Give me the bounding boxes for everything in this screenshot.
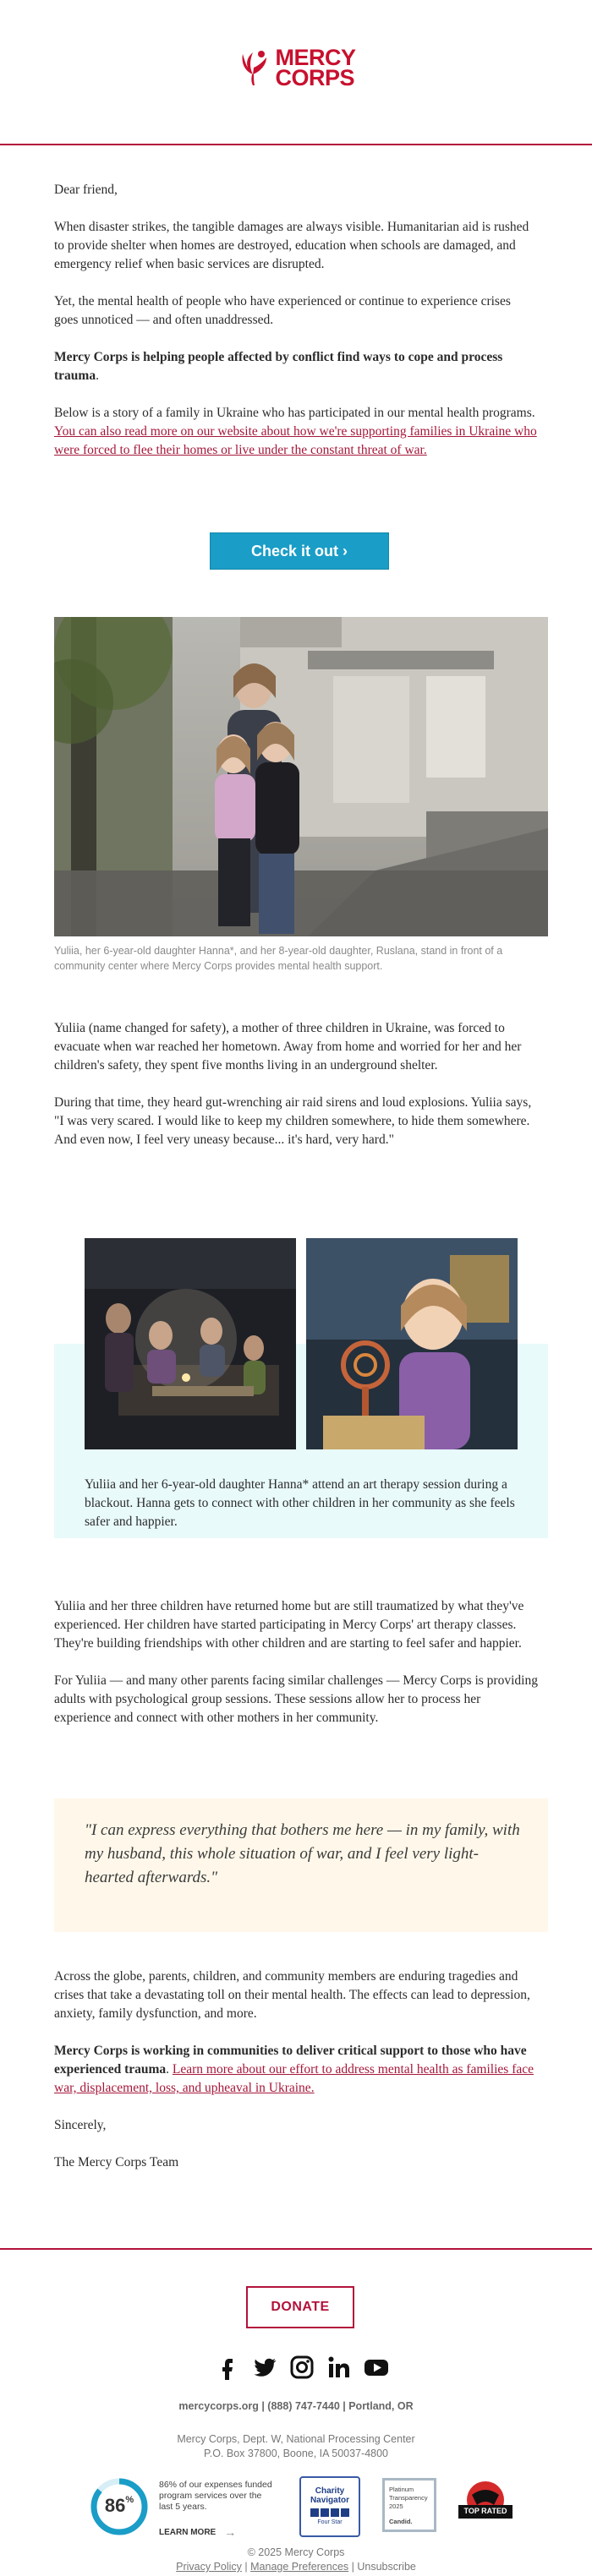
footer-separator: | [241,2561,251,2573]
footer-links [0,2560,592,2574]
header [0,0,592,138]
learn-more-link[interactable] [159,2525,236,2539]
art-therapy-photo-1 [85,1238,296,1449]
youtube-icon[interactable] [364,2355,389,2380]
letter-closing [54,1967,538,2172]
family-photo [54,617,548,936]
expense-badge-text: 86% of our expenses funded program services over the last 5 years. [159,2480,272,2512]
star-icon [321,2508,329,2517]
signature: The Mercy Corps Team [54,2155,179,2169]
greeting: Dear friend, [54,183,118,197]
star-icon [331,2508,339,2517]
twitter-icon[interactable] [252,2355,277,2380]
art-therapy-caption: Yuliia and her 6-year-old daughter Hanna* attend an art therapy session during a blackout. Hanna gets to connect with other children in her community as she feels safer and happier. [85,1477,515,1529]
star-icon [310,2508,319,2517]
paragraph-7: Yuliia and her three children have returned home but are still traumatized by what they've experienced. Her children have started participating in Mercy Corps' art therapy classes. They're building friendships with other children and are starting to feel safer and happier. [54,1599,524,1651]
charity-nav-line-3: Four Star [317,2519,343,2525]
contact-line: mercycorps.org | (888) 747-7440 | Portland, OR [178,2400,414,2412]
percent-value [89,2495,150,2517]
facebook-icon[interactable] [215,2355,240,2380]
story-part-2 [54,1597,538,1727]
logo-mark-icon [236,49,270,86]
paragraph-1: When disaster strikes, the tangible damages are always visible. Humanitarian aid is rushed to provide shelter when homes are destroyed, education when schools are damaged, and emergency relief when basic services are disrupted. [54,220,529,271]
candid-line-2: Transparency [389,2494,428,2502]
stars-rating [301,2508,359,2517]
paragraph-10-bold: Mercy Corps is working in communities to deliver critical support to those who have experienced trauma [54,2044,527,2077]
yuliia-quote: "I can express everything that bothers me here — in my family, with my husband, this whole situation of war, and I feel very light-hearted afterwards." [85,1821,520,1886]
social-links [215,2355,389,2380]
charity-nav-line-1: Charity [315,2486,345,2496]
story-part-1 [54,1019,538,1149]
paragraph-3-bold: Mercy Corps is helping people affected by conflict find ways to cope and process trauma [54,350,503,383]
logo-wordmark [275,44,356,90]
star-icon [341,2508,349,2517]
art-therapy-illustration-1 [85,1238,296,1449]
paragraph-6: During that time, they heard gut-wrenching air raid sirens and loud explosions. Yuliia says, "I was very scared. I would like to keep my children somewhere, to hide them somewhere. And even now, I feel very uneasy because... it's hard, very hard." [54,1095,532,1147]
address-line-2: P.O. Box 37800, Boone, IA 50037-4800 [204,2448,388,2459]
percent-sign: % [125,2495,134,2505]
candid-line-4: Candid. [389,2518,413,2525]
unsubscribe-link[interactable]: Unsubscribe [357,2561,416,2573]
paragraph-10-mid: . [166,2062,173,2077]
top-rated-label: TOP RATED [463,2507,507,2515]
footer-divider [0,2248,592,2250]
paragraph-10 [54,2042,538,2098]
manage-preferences-link[interactable]: Manage Preferences [250,2561,349,2573]
letter-intro [54,181,538,460]
paragraph-5: Yuliia (name changed for safety), a mother of three children in Ukraine, was forced to evacuate when war reached her hometown. Away from home and worried for her and her children's safety, they spent five months living in an underground shelter. [54,1021,522,1072]
instagram-icon[interactable] [289,2355,315,2380]
address-line-1: Mercy Corps, Dept. W, National Processing Center [177,2433,415,2445]
art-therapy-illustration-2 [306,1238,518,1449]
family-photo-illustration [54,617,548,936]
charity-navigator-badge[interactable] [299,2476,360,2537]
arrow-right-icon: → [224,2525,237,2539]
percent-number: 86 [104,2495,126,2516]
logo-line-2: CORPS [275,64,355,90]
family-photo-caption: Yuliia, her 6-year-old daughter Hanna*, and her 8-year-old daughter, Ruslana, stand in front of a community center where Mercy Corps provides mental health support. [54,945,503,972]
candid-badge[interactable] [382,2478,436,2532]
donate-button[interactable]: DONATE [246,2286,354,2328]
art-therapy-photo-2 [306,1238,518,1449]
top-rated-icon [457,2480,514,2532]
candid-line-1: Platinum [389,2486,414,2493]
mercy-corps-logo[interactable] [236,44,356,90]
paragraph-4-text: Below is a story of a family in Ukraine who has participated in our mental health programs. [54,406,535,420]
ukraine-support-link[interactable]: You can also read more on our website about how we're supporting families in Ukraine who were forced to flee their homes or live under the constant threat of war. [54,424,537,457]
copyright: © 2025 Mercy Corps [247,2546,345,2558]
privacy-policy-link[interactable]: Privacy Policy [176,2561,242,2573]
signoff: Sincerely, [54,2118,107,2132]
logo-line-1: MERCY [275,44,356,70]
top-rated-badge[interactable] [457,2480,514,2532]
paragraph-9: Across the globe, parents, children, and community members are enduring tragedies and crises that take a devastating toll on their mental health. The effects can lead to depression, anxiety, family dysfunction, and more. [54,1969,530,2021]
expense-badge-ring [89,2476,150,2537]
paragraph-4 [54,404,538,460]
learn-more-label: LEARN MORE [159,2527,217,2537]
paragraph-3 [54,348,538,385]
linkedin-icon[interactable] [326,2355,352,2380]
candid-line-3: 2025 [389,2502,403,2510]
header-divider [0,144,592,145]
paragraph-2: Yet, the mental health of people who have experienced or continue to experience crises goes unnoticed — and often unaddressed. [54,294,511,327]
footer-separator: | [348,2561,358,2573]
paragraph-8: For Yuliia — and many other parents facing similar challenges — Mercy Corps is providing adults with psychological group sessions. These sessions allow her to process her experience and connect with other mothers in her community. [54,1673,538,1725]
paragraph-3-end: . [96,368,99,383]
mental-health-link[interactable]: Learn more about our effort to address mental health as families face war, displacement, loss, and upheaval in Ukraine. [54,2062,534,2095]
charity-nav-line-2: Navigator [310,2496,350,2505]
check-it-out-button[interactable]: Check it out › [210,532,389,570]
